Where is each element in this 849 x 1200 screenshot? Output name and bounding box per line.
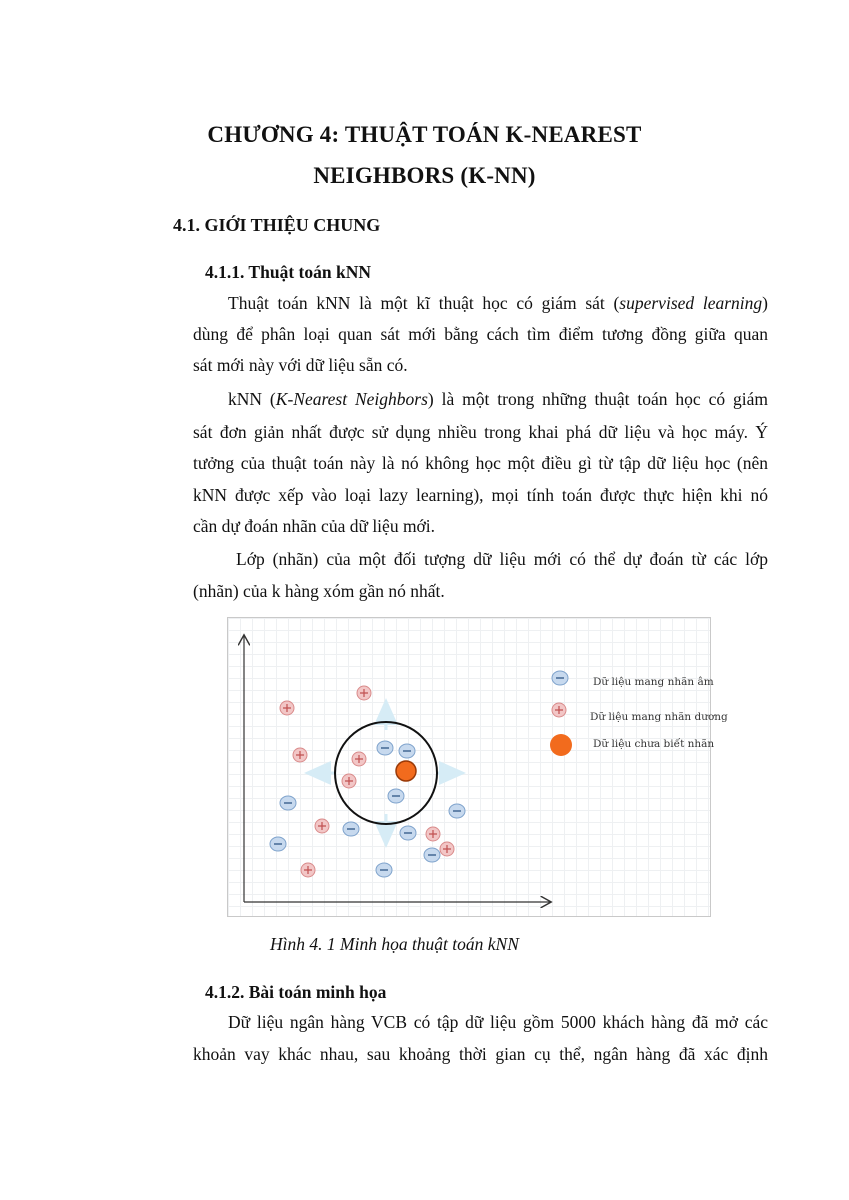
- minus-point-icon: [343, 822, 359, 836]
- subsection-heading-4-1-2: 4.1.2. Bài toán minh họa: [205, 982, 387, 1002]
- plus-point-icon: [342, 774, 356, 788]
- para3-line2: (nhãn) của k hàng xóm gần nó nhất.: [193, 581, 445, 601]
- para2-line4: kNN được xếp vào loại lazy learning), mọi tính toán được thực hiện khi nó: [193, 485, 768, 505]
- expansion-arrows: [316, 710, 454, 836]
- minus-point-icon: [552, 671, 568, 685]
- knn-illustration-figure: [227, 617, 728, 917]
- legend-label-negative: Dữ liệu mang nhãn âm: [593, 676, 714, 688]
- plus-point-icon: [357, 686, 371, 700]
- minus-point-icon: [377, 741, 393, 755]
- unknown-point-icon: [550, 734, 572, 756]
- legend-label-positive: Dữ liệu mang nhãn dương: [590, 711, 728, 723]
- para2-line1: kNN (K-Nearest Neighbors) là một trong những thuật toán học có giám: [228, 389, 768, 409]
- legend-label-unknown: Dữ liệu chưa biết nhãn: [593, 738, 715, 750]
- minus-point-icon: [399, 744, 415, 758]
- plus-point-icon: [352, 752, 366, 766]
- minus-point-icon: [280, 796, 296, 810]
- subsection-heading-4-1-1: 4.1.1. Thuật toán kNN: [205, 262, 371, 282]
- minus-point-icon: [400, 826, 416, 840]
- para1-line2: dùng để phân loại quan sát mới bằng cách tìm điểm tương đồng giữa quan: [193, 324, 768, 344]
- plus-point-icon: [440, 842, 454, 856]
- minus-point-icon: [388, 789, 404, 803]
- para2-line3: tưởng của thuật toán này là nó không học một điều gì từ tập dữ liệu học (nên: [193, 453, 768, 473]
- para4-line2: khoản vay khác nhau, sau khoảng thời gian cụ thể, ngân hàng đã xác định: [193, 1044, 768, 1064]
- plus-point-icon: [552, 703, 566, 717]
- minus-point-icon: [449, 804, 465, 818]
- plus-point-icon: [426, 827, 440, 841]
- para1-line1: Thuật toán kNN là một kĩ thuật học có giám sát (supervised learning): [228, 293, 768, 313]
- unknown-point-icon: [396, 761, 416, 781]
- k-neighborhood-circle: [335, 722, 437, 824]
- positive-points: [280, 686, 454, 877]
- para2-line2: sát đơn giản nhất được sử dụng nhiều trong khai phá dữ liệu và học máy. Ý: [193, 422, 768, 442]
- plus-point-icon: [280, 701, 294, 715]
- knn-diagram-svg: [228, 618, 715, 918]
- para4-line1: Dữ liệu ngân hàng VCB có tập dữ liệu gồm 5000 khách hàng đã mở các: [228, 1012, 768, 1032]
- legend-icons: [550, 671, 572, 756]
- minus-point-icon: [376, 863, 392, 877]
- para1-line3: sát mới này với dữ liệu sẵn có.: [193, 355, 408, 375]
- para3-line1: Lớp (nhãn) của một đối tượng dữ liệu mới có thể dự đoán từ các lớp: [236, 549, 768, 569]
- para2-line5: cần dự đoán nhãn của dữ liệu mới.: [193, 516, 436, 536]
- chapter-title-line1: CHƯƠNG 4: THUẬT TOÁN K-NEAREST: [207, 122, 642, 147]
- section-heading-4-1: 4.1. GIỚI THIỆU CHUNG: [173, 215, 381, 235]
- plus-point-icon: [293, 748, 307, 762]
- chapter-title-line2: NEIGHBORS (K-NN): [313, 163, 536, 188]
- figure-caption: Hình 4. 1 Minh họa thuật toán kNN: [270, 934, 519, 954]
- plus-point-icon: [301, 863, 315, 877]
- plus-point-icon: [315, 819, 329, 833]
- minus-point-icon: [270, 837, 286, 851]
- minus-point-icon: [424, 848, 440, 862]
